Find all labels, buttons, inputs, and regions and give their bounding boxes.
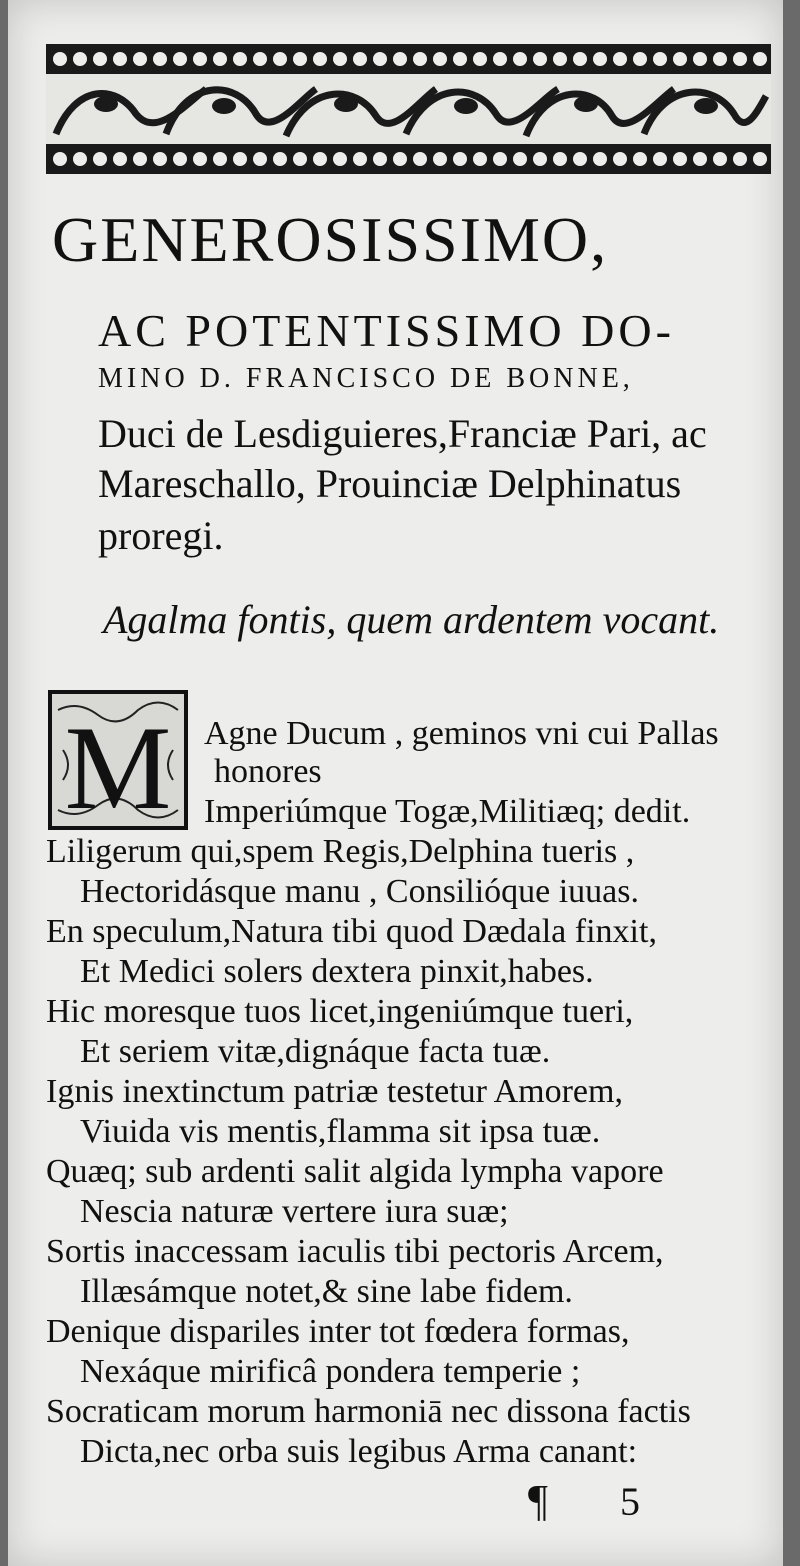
verse-line: Dicta,nec orba suis legibus Arma canant: bbox=[80, 1433, 638, 1470]
verse-line: Socraticam morum harmoniā nec dissona factis bbox=[46, 1393, 691, 1430]
verse-line: Et Medici solers dextera pinxit,habes. bbox=[80, 953, 594, 990]
dedication-subtitle-line: Duci de Lesdiguieres,Franciæ Pari, ac bbox=[98, 411, 707, 456]
decorative-headpiece bbox=[46, 44, 771, 174]
verse-line: Nexáque mirificâ pondera temperie ; bbox=[80, 1353, 581, 1390]
verse-line: Liligerum qui,spem Regis,Delphina tueris , bbox=[46, 833, 635, 870]
opening-verse-line: Agne Ducum , geminos vni cui Pallas bbox=[204, 715, 719, 752]
svg-text:M: M bbox=[64, 701, 172, 830]
verse-line: Ignis inextinctum patriæ testetur Amorem, bbox=[46, 1073, 623, 1110]
dedication-subtitle-line: AC POTENTISSIMO DO- bbox=[98, 305, 675, 356]
verse-line: Quæq; sub ardenti salit algida lympha vapore bbox=[46, 1153, 664, 1190]
opening-verse-line: Imperiúmque Togæ,Militiæq; dedit. bbox=[204, 793, 691, 830]
dedication-subtitle-line: MINO D. FRANCISCO DE BONNE, bbox=[98, 363, 634, 394]
verse-line: Sortis inaccessam iaculis tibi pectoris Arcem, bbox=[46, 1233, 664, 1270]
page-number: 5 bbox=[620, 1479, 640, 1524]
verse-line: Hic moresque tuos licet,ingeniúmque tueri, bbox=[46, 993, 634, 1030]
signature-mark: ¶ bbox=[528, 1476, 548, 1525]
book-page bbox=[8, 0, 783, 1566]
verse-line: Illæsámque notet,& sine labe fidem. bbox=[80, 1273, 573, 1310]
verse-line: Denique dispariles inter tot fœdera formas, bbox=[46, 1313, 630, 1350]
verse-line: Viuida vis mentis,flamma sit ipsa tuæ. bbox=[80, 1113, 601, 1150]
verse-line: En speculum,Natura tibi quod Dædala finxit, bbox=[46, 913, 657, 950]
opening-verse-line: honores bbox=[214, 753, 322, 790]
motto-heading: Agalma fontis, quem ardentem vocant. bbox=[103, 597, 720, 642]
verse-line: Nescia naturæ vertere iura suæ; bbox=[80, 1193, 509, 1230]
dedication-subtitle-line: Mareschallo, Prouinciæ Delphinatus bbox=[98, 461, 682, 506]
dedication-subtitle-line: proregi. bbox=[98, 513, 224, 558]
dedication-title: GENEROSISSIMO, bbox=[52, 204, 609, 275]
verse-line: Et seriem vitæ,dignáque facta tuæ. bbox=[80, 1033, 551, 1070]
drop-initial-letter bbox=[48, 690, 188, 830]
verse-line: Hectoridásque manu , Consilióque iuuas. bbox=[80, 873, 640, 910]
